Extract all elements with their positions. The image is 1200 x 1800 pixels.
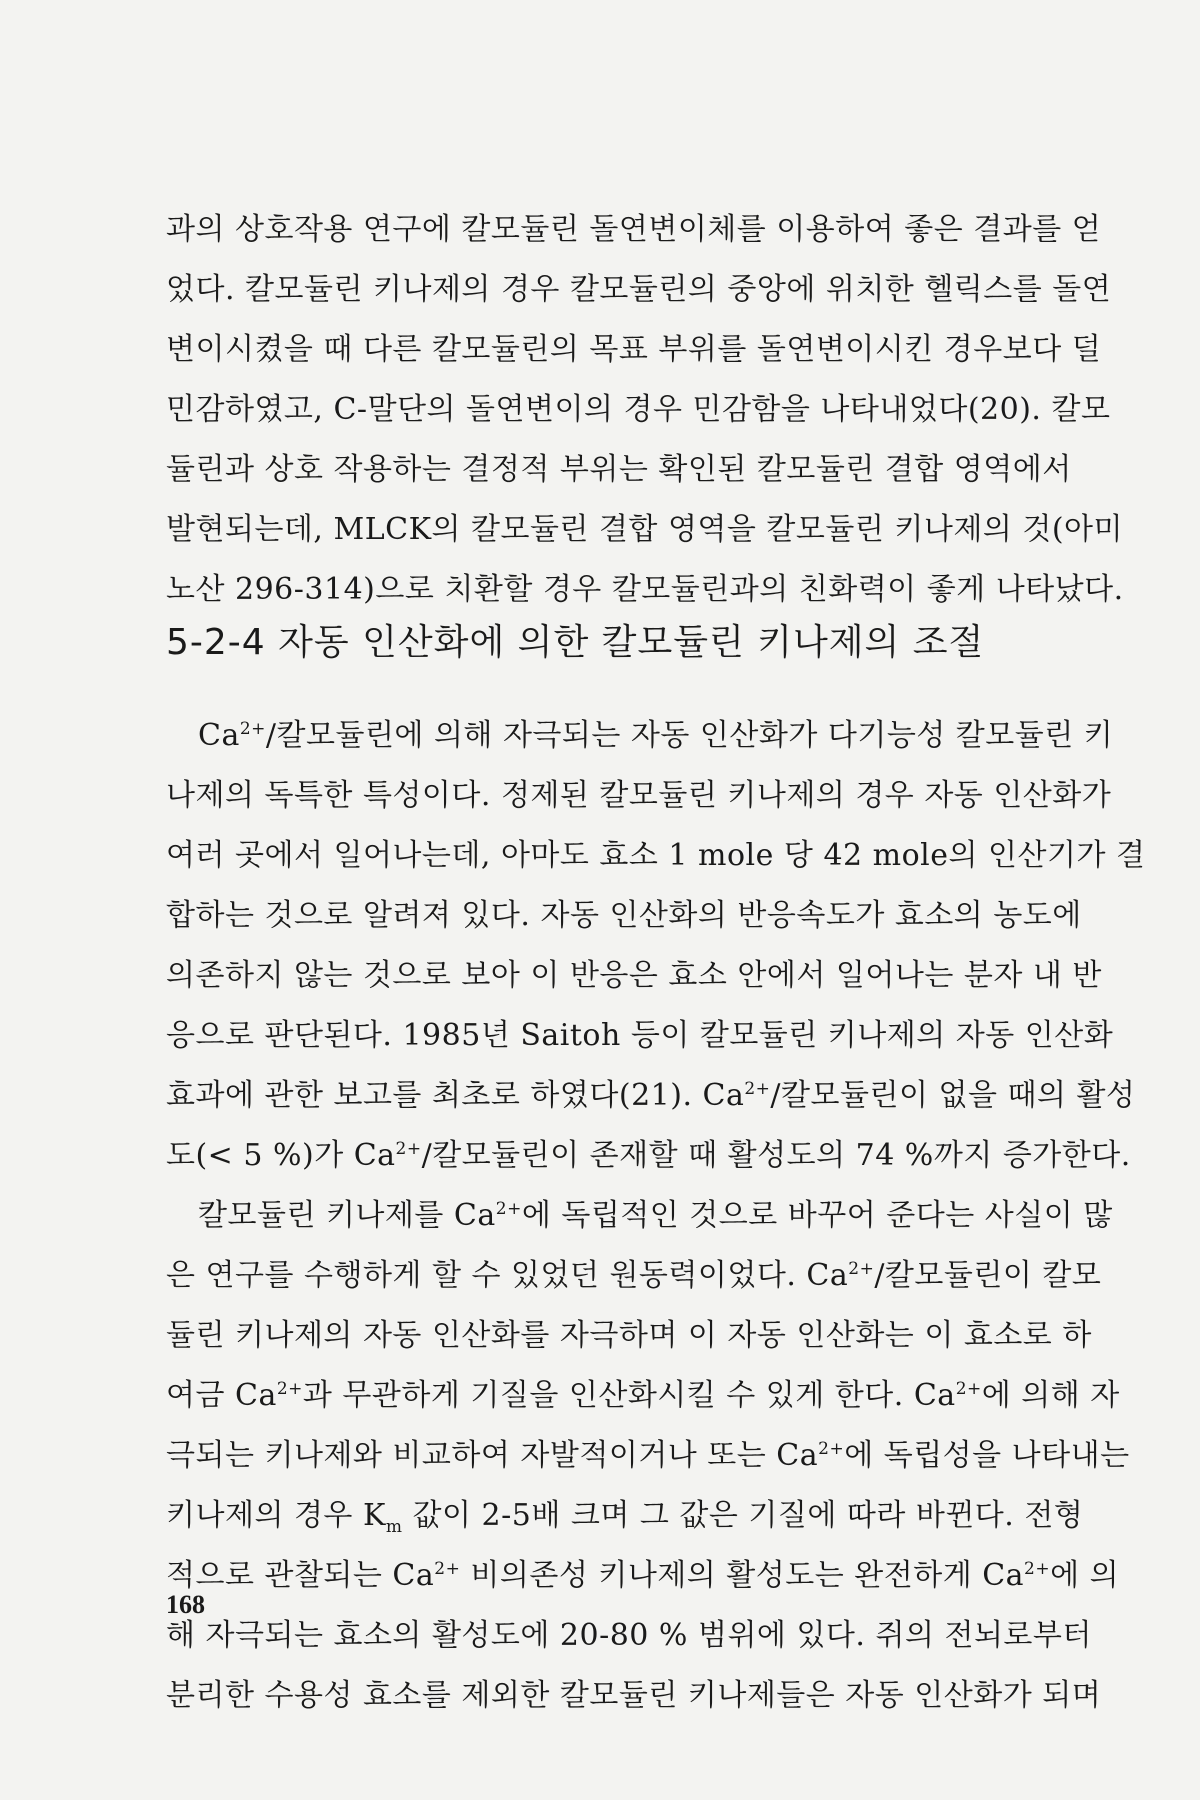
text-line: 여러 곳에서 일어나는데, 아마도 효소 1 mole 당 42 mole의 인산기가 결	[166, 838, 1146, 873]
text-line: $Ca^{2+}/$칼모듈린에 의해 자극되는 자동 인산화가 다기능성 칼모듈린 키	[198, 718, 1114, 753]
text-line: 합하는 것으로 알려져 있다. 자동 인산화의 반응속도가 효소의 농도에	[166, 898, 1082, 933]
text-line: 노산 296-314)으로 치환할 경우 칼모듈린과의 친화력이 좋게 나타났다.	[166, 572, 1124, 607]
text-line: 분리한 수용성 효소를 제외한 칼모듈린 키나제들은 자동 인산화가 되며	[166, 1678, 1102, 1713]
text-line: 과의 상호작용 연구에 칼모듈린 돌연변이체를 이용하여 좋은 결과를 얻	[166, 212, 1102, 247]
text-line: 효과에 관한 보고를 최초로 하였다(21). $Ca^{2+}/$칼모듈린이 없을 때의 활성	[166, 1078, 1136, 1113]
text-line: 도(< 5 %)가 $Ca^{2+}/$칼모듈린이 존재할 때 활성도의 74 %까지 증가한다.	[166, 1138, 1131, 1173]
text-line: 민감하였고, C-말단의 돌연변이의 경우 민감함을 나타내었다(20). 칼모	[166, 392, 1111, 427]
text-line: 여금 $Ca^{2+}$과 무관하게 기질을 인산화시킬 수 있게 한다. $Ca^{2+}$에 의해 자	[166, 1378, 1120, 1413]
text-line: 발현되는데, MLCK의 칼모듈린 결합 영역을 칼모듈린 키나제의 것(아미	[166, 512, 1123, 547]
text-line: 응으로 판단된다. 1985년 Saitoh 등이 칼모듈린 키나제의 자동 인산화	[166, 1018, 1114, 1053]
text-line: 듈린과 상호 작용하는 결정적 부위는 확인된 칼모듈린 결합 영역에서	[166, 452, 1072, 487]
text-line: 해 자극되는 효소의 활성도에 20-80 % 범위에 있다. 쥐의 전뇌로부터	[166, 1618, 1092, 1653]
text-line: 적으로 관찰되는 $Ca^{2+}$ 비의존성 키나제의 활성도는 완전하게 $Ca^{2+}$에 의	[166, 1558, 1120, 1593]
text-line: 키나제의 경우 $K_m$ 값이 2-5배 크며 그 값은 기질에 따라 바뀐다. 전형	[166, 1498, 1084, 1537]
section-heading: 5-2-4 자동 인산화에 의한 칼모듈린 키나제의 조절	[166, 622, 985, 663]
text-line: 칼모듈린 키나제를 $Ca^{2+}$에 독립적인 것으로 바꾸어 준다는 사실이 많	[198, 1198, 1113, 1233]
text-line: 극되는 키나제와 비교하여 자발적이거나 또는 $Ca^{2+}$에 독립성을 나타내는	[166, 1438, 1130, 1473]
paragraph-3	[166, 1186, 1130, 1726]
paragraph-1	[166, 200, 1124, 620]
page-number: 168	[166, 1590, 205, 1619]
text-line: 었다. 칼모듈린 키나제의 경우 칼모듈린의 중앙에 위치한 헬릭스를 돌연	[166, 272, 1112, 307]
text-line: 나제의 독특한 특성이다. 정제된 칼모듈린 키나제의 경우 자동 인산화가	[166, 778, 1112, 813]
text-line: 변이시켰을 때 다른 칼모듈린의 목표 부위를 돌연변이시킨 경우보다 덜	[166, 332, 1102, 367]
text-line: 의존하지 않는 것으로 보아 이 반응은 효소 안에서 일어나는 분자 내 반	[166, 958, 1102, 993]
text-line: 은 연구를 수행하게 할 수 있었던 원동력이었다. $Ca^{2+}/$칼모듈린이 칼모	[166, 1258, 1102, 1293]
text-line: 듈린 키나제의 자동 인산화를 자극하며 이 자동 인산화는 이 효소로 하	[166, 1318, 1092, 1353]
paragraph-2	[166, 706, 1146, 1186]
